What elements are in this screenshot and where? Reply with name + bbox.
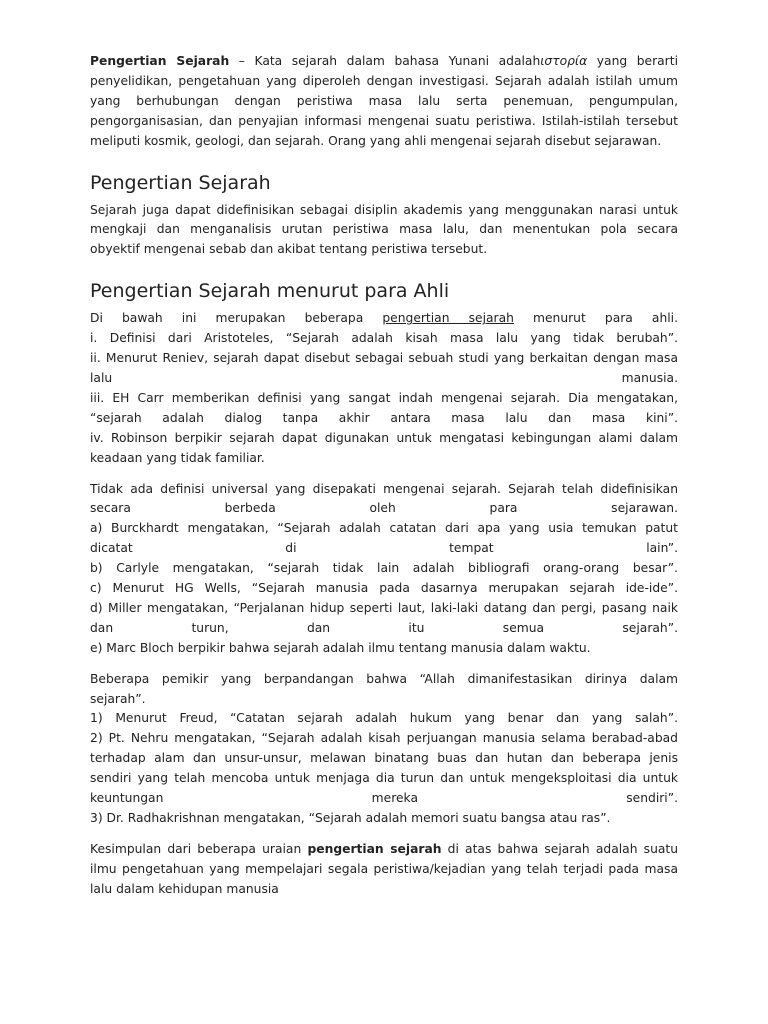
document-page [90, 52, 678, 900]
conclusion-line-1-start: Kesimpulan dari beberapa uraian [90, 841, 308, 856]
section-2-line-6: “sejarah adalah dialog tanpa akhir antara masa lalu dan masa kini”. [90, 410, 678, 425]
definitions-line-4: dicatat di tempat lain”. [90, 541, 678, 556]
conclusion-line-1 [90, 840, 678, 860]
intro-line-3: yang berhubungan dengan peristiwa masa lalu serta penemuan, pengumpulan, [90, 93, 678, 108]
section-2-line-4: lalu manusia. [90, 370, 678, 385]
thinkers-line-4: 2) Pt. Nehru mengatakan, “Sejarah adalah kisah perjuangan manusia selama berabad-abad [90, 731, 678, 746]
greek-word: ιστορία [540, 54, 588, 68]
thinkers-line-2: sejarah”. [90, 691, 146, 706]
pengertian-sejarah-link[interactable]: pengertian sejarah [382, 311, 514, 326]
definitions-line-7: d) Miller mengatakan, “Perjalanan hidup seperti laut, laki-laki datang dan pergi, pasang naik [90, 600, 678, 615]
thinkers-line-7: keuntungan mereka sendiri”. [90, 791, 678, 806]
thinkers-line-1: Beberapa pemikir yang berpandangan bahwa “Allah dimanifestasikan dirinya dalam [90, 671, 678, 686]
definitions-line-8: dan turun, dan itu semua sejarah”. [90, 620, 678, 635]
intro-line-2: penyelidikan, pengetahuan yang diperoleh dengan investigasi. Sejarah adalah istilah umum [90, 73, 678, 88]
intro-line-5: meliputi kosmik, geologi, dan sejarah. Orang yang ahli mengenai sejarah disebut sejarawan. [90, 133, 662, 148]
section-2-line-1-end: menurut para ahli. [513, 311, 678, 326]
definitions-line-2: secara berbeda oleh para sejarawan. [90, 501, 678, 516]
thinkers-line-5: terhadap alam dan unsur-unsur, melawan binatang buas dan hutan dan beberapa jenis [90, 751, 678, 766]
intro-term: Pengertian Sejarah [90, 54, 230, 68]
thinkers-line-6: sendiri yang telah mencoba untuk menjaga dia turun dan untuk mengeksploitasi dia untuk [90, 771, 678, 786]
section-1-line-3: obyektif mengenai sebab dan akibat tentang peristiwa tersebut. [90, 242, 488, 257]
section-1-line-2: mengkaji dan menganalisis urutan peristiwa masa lalu, dan menentukan pola secara [90, 222, 678, 237]
definitions-paragraph [90, 480, 678, 659]
section-2-line-7: iv. Robinson berpikir sejarah dapat digunakan untuk mengatasi kebingungan alami dalam [90, 430, 678, 445]
definitions-line-5: b) Carlyle mengatakan, “sejarah tidak lain adalah bibliografi orang-orang besar”. [90, 561, 678, 576]
section-1-line-1: Sejarah juga dapat didefinisikan sebagai disiplin akademis yang menggunakan narasi untuk [90, 202, 678, 217]
conclusion-line-2: ilmu pengetahuan yang mempelajari segala peristiwa/kejadian yang telah terjadi pada masa [90, 861, 678, 876]
definitions-line-6: c) Menurut HG Wells, “Sejarah manusia pada dasarnya merupakan sejarah ide-ide”. [90, 581, 678, 596]
intro-line-1-end: yang berarti [587, 54, 678, 68]
section-2-line-8: keadaan yang tidak familiar. [90, 450, 265, 465]
section-2-line-2: i. Definisi dari Aristoteles, “Sejarah adalah kisah masa lalu yang tidak berubah”. [90, 331, 678, 346]
definitions-line-9: e) Marc Bloch berpikir bahwa sejarah adalah ilmu tentang manusia dalam waktu. [90, 640, 591, 655]
intro-dash-text: – Kata sejarah dalam bahasa Yunani adalah [229, 54, 541, 68]
conclusion-line-1-end: di atas bahwa sejarah adalah suatu [441, 841, 679, 856]
definitions-line-1: Tidak ada definisi universal yang disepakati mengenai sejarah. Sejarah telah didefinisikan [90, 481, 678, 496]
conclusion-paragraph [90, 840, 678, 900]
thinkers-line-3: 1) Menurut Freud, “Catatan sejarah adalah hukum yang benar dan yang salah”. [90, 711, 678, 726]
section-2-paragraph [90, 309, 678, 468]
section-2-heading: Pengertian Sejarah menurut para Ahli [90, 280, 450, 303]
thinkers-paragraph [90, 670, 678, 829]
section-1-paragraph [90, 201, 678, 261]
intro-paragraph [90, 52, 678, 152]
section-2-line-1 [90, 309, 678, 329]
section-1-heading: Pengertian Sejarah [90, 171, 271, 194]
intro-line-1 [90, 52, 678, 72]
intro-line-4: pengorganisasian, dan penyajian informasi mengenai suatu peristiwa. Istilah-istilah tersebut [90, 113, 678, 128]
section-2-line-5: iii. EH Carr memberikan definisi yang sangat indah mengenai sejarah. Dia mengatakan, [90, 390, 678, 405]
conclusion-bold-term: pengertian sejarah [307, 841, 442, 856]
thinkers-line-8: 3) Dr. Radhakrishnan mengatakan, “Sejarah adalah memori suatu bangsa atau ras”. [90, 811, 611, 825]
section-2-line-1-start: Di bawah ini merupakan beberapa [90, 311, 383, 326]
section-2-line-3: ii. Menurut Reniev, sejarah dapat disebut sebagai sebuah studi yang berkaitan dengan masa [90, 351, 678, 366]
conclusion-line-3: lalu dalam kehidupan manusia [90, 881, 279, 896]
definitions-line-3: a) Burckhardt mengatakan, “Sejarah adalah catatan dari apa yang usia temukan patut [90, 521, 678, 536]
